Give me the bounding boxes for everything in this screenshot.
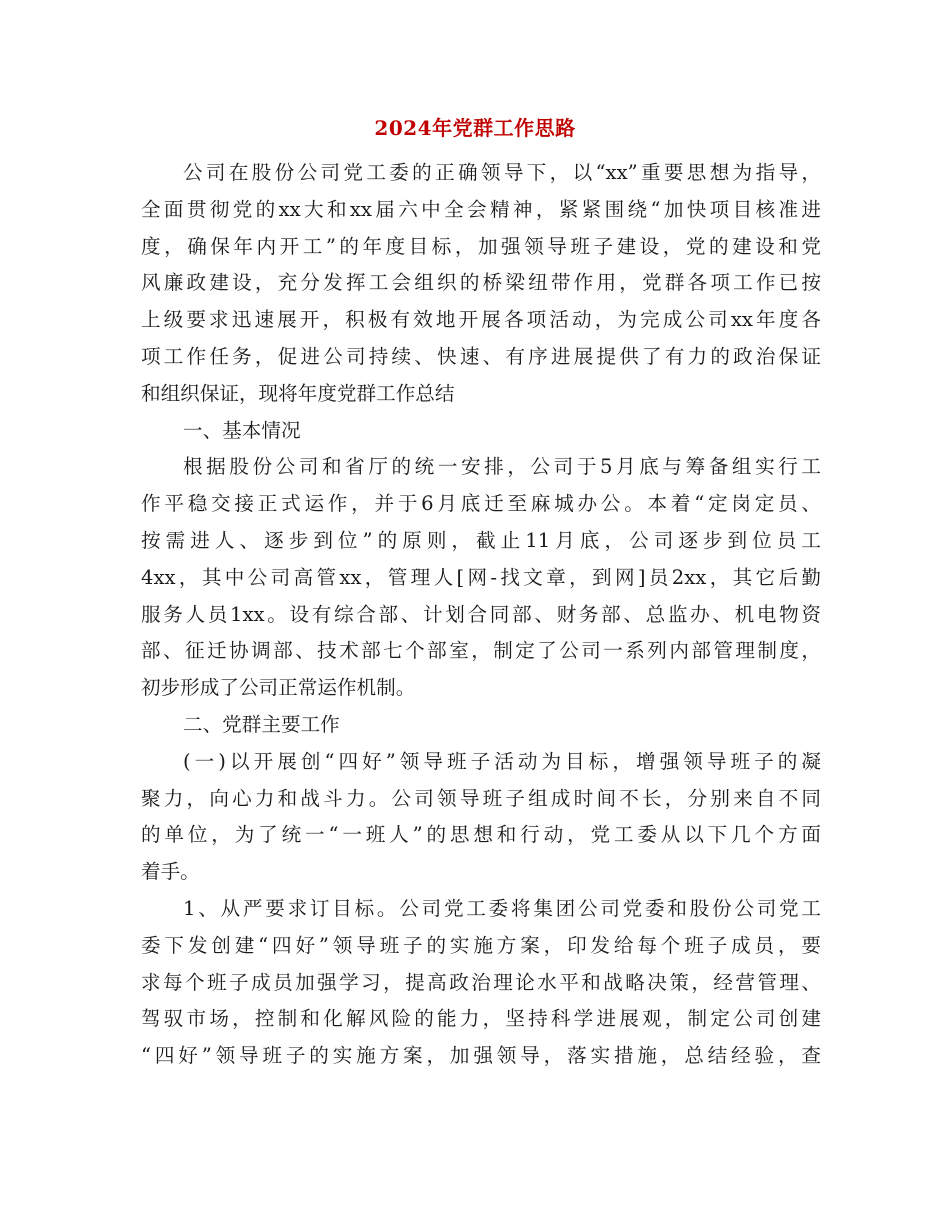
text-line: 4xx，其中公司高管xx，管理人[网-找文章，到网]员2xx，其它后勤 [141, 565, 821, 589]
text-line: 初步形成了公司正常运作机制。 [141, 676, 416, 700]
text-line: 的单位，为了统一“一班人”的思想和行动，党工委从以下几个方面 [141, 823, 821, 847]
text-line: 风廉政建设，充分发挥工会组织的桥梁纽带作用，党群各项工作已按 [141, 271, 821, 295]
text-line: 公司在股份公司党工委的正确领导下，以“xx”重要思想为指导， [183, 161, 821, 184]
text-line: 一、基本情况 [183, 418, 301, 442]
text-line: 根据股份公司和省厅的统一安排，公司于5月底与筹备组实行工 [183, 455, 821, 479]
text-line: 聚力，向心力和战斗力。公司领导班子组成时间不长，分别来自不同 [141, 786, 821, 810]
text-line: 求每个班子成员加强学习，提高政治理论水平和战略决策，经营管理、 [141, 970, 821, 994]
document-body [141, 155, 821, 1075]
text-line: 服务人员1xx。设有综合部、计划合同部、财务部、总监办、机电物资 [141, 602, 821, 626]
text-line: (一)以开展创“四好”领导班子活动为目标，增强领导班子的凝 [183, 749, 821, 773]
text-line: 驾驭市场，控制和化解风险的能力，坚持科学进展观，制定公司创建 [141, 1007, 821, 1031]
text-line: 按需进人、逐步到位”的原则，截止11月底，公司逐步到位员工 [141, 528, 821, 552]
text-line: 着手。 [141, 860, 200, 884]
text-line: 作平稳交接正式运作，并于6月底迁至麻城办公。本着“定岗定员、 [141, 492, 821, 516]
document-title: 2024年党群工作思路 [374, 116, 576, 140]
text-line: 和组织保证，现将年度党群工作总结 [141, 381, 455, 405]
text-line: 项工作任务，促进公司持续、快速、有序进展提供了有力的政治保证 [141, 344, 821, 368]
text-line: “四好”领导班子的实施方案，加强领导，落实措施，总结经验，查 [141, 1044, 821, 1068]
text-line: 委下发创建“四好”领导班子的实施方案，印发给每个班子成员，要 [141, 933, 821, 957]
text-line: 度，确保年内开工”的年度目标，加强领导班子建设，党的建设和党 [141, 234, 821, 258]
text-line: 二、党群主要工作 [183, 712, 340, 736]
text-line: 1、从严要求订目标。公司党工委将集团公司党委和股份公司党工 [183, 896, 821, 920]
text-line: 部、征迁协调部、技术部七个部室，制定了公司一系列内部管理制度， [141, 639, 821, 663]
text-line: 全面贯彻党的xx大和xx届六中全会精神，紧紧围绕“加快项目核准进 [141, 197, 821, 221]
text-line: 上级要求迅速展开，积极有效地开展各项活动，为完成公司xx年度各 [141, 308, 821, 332]
